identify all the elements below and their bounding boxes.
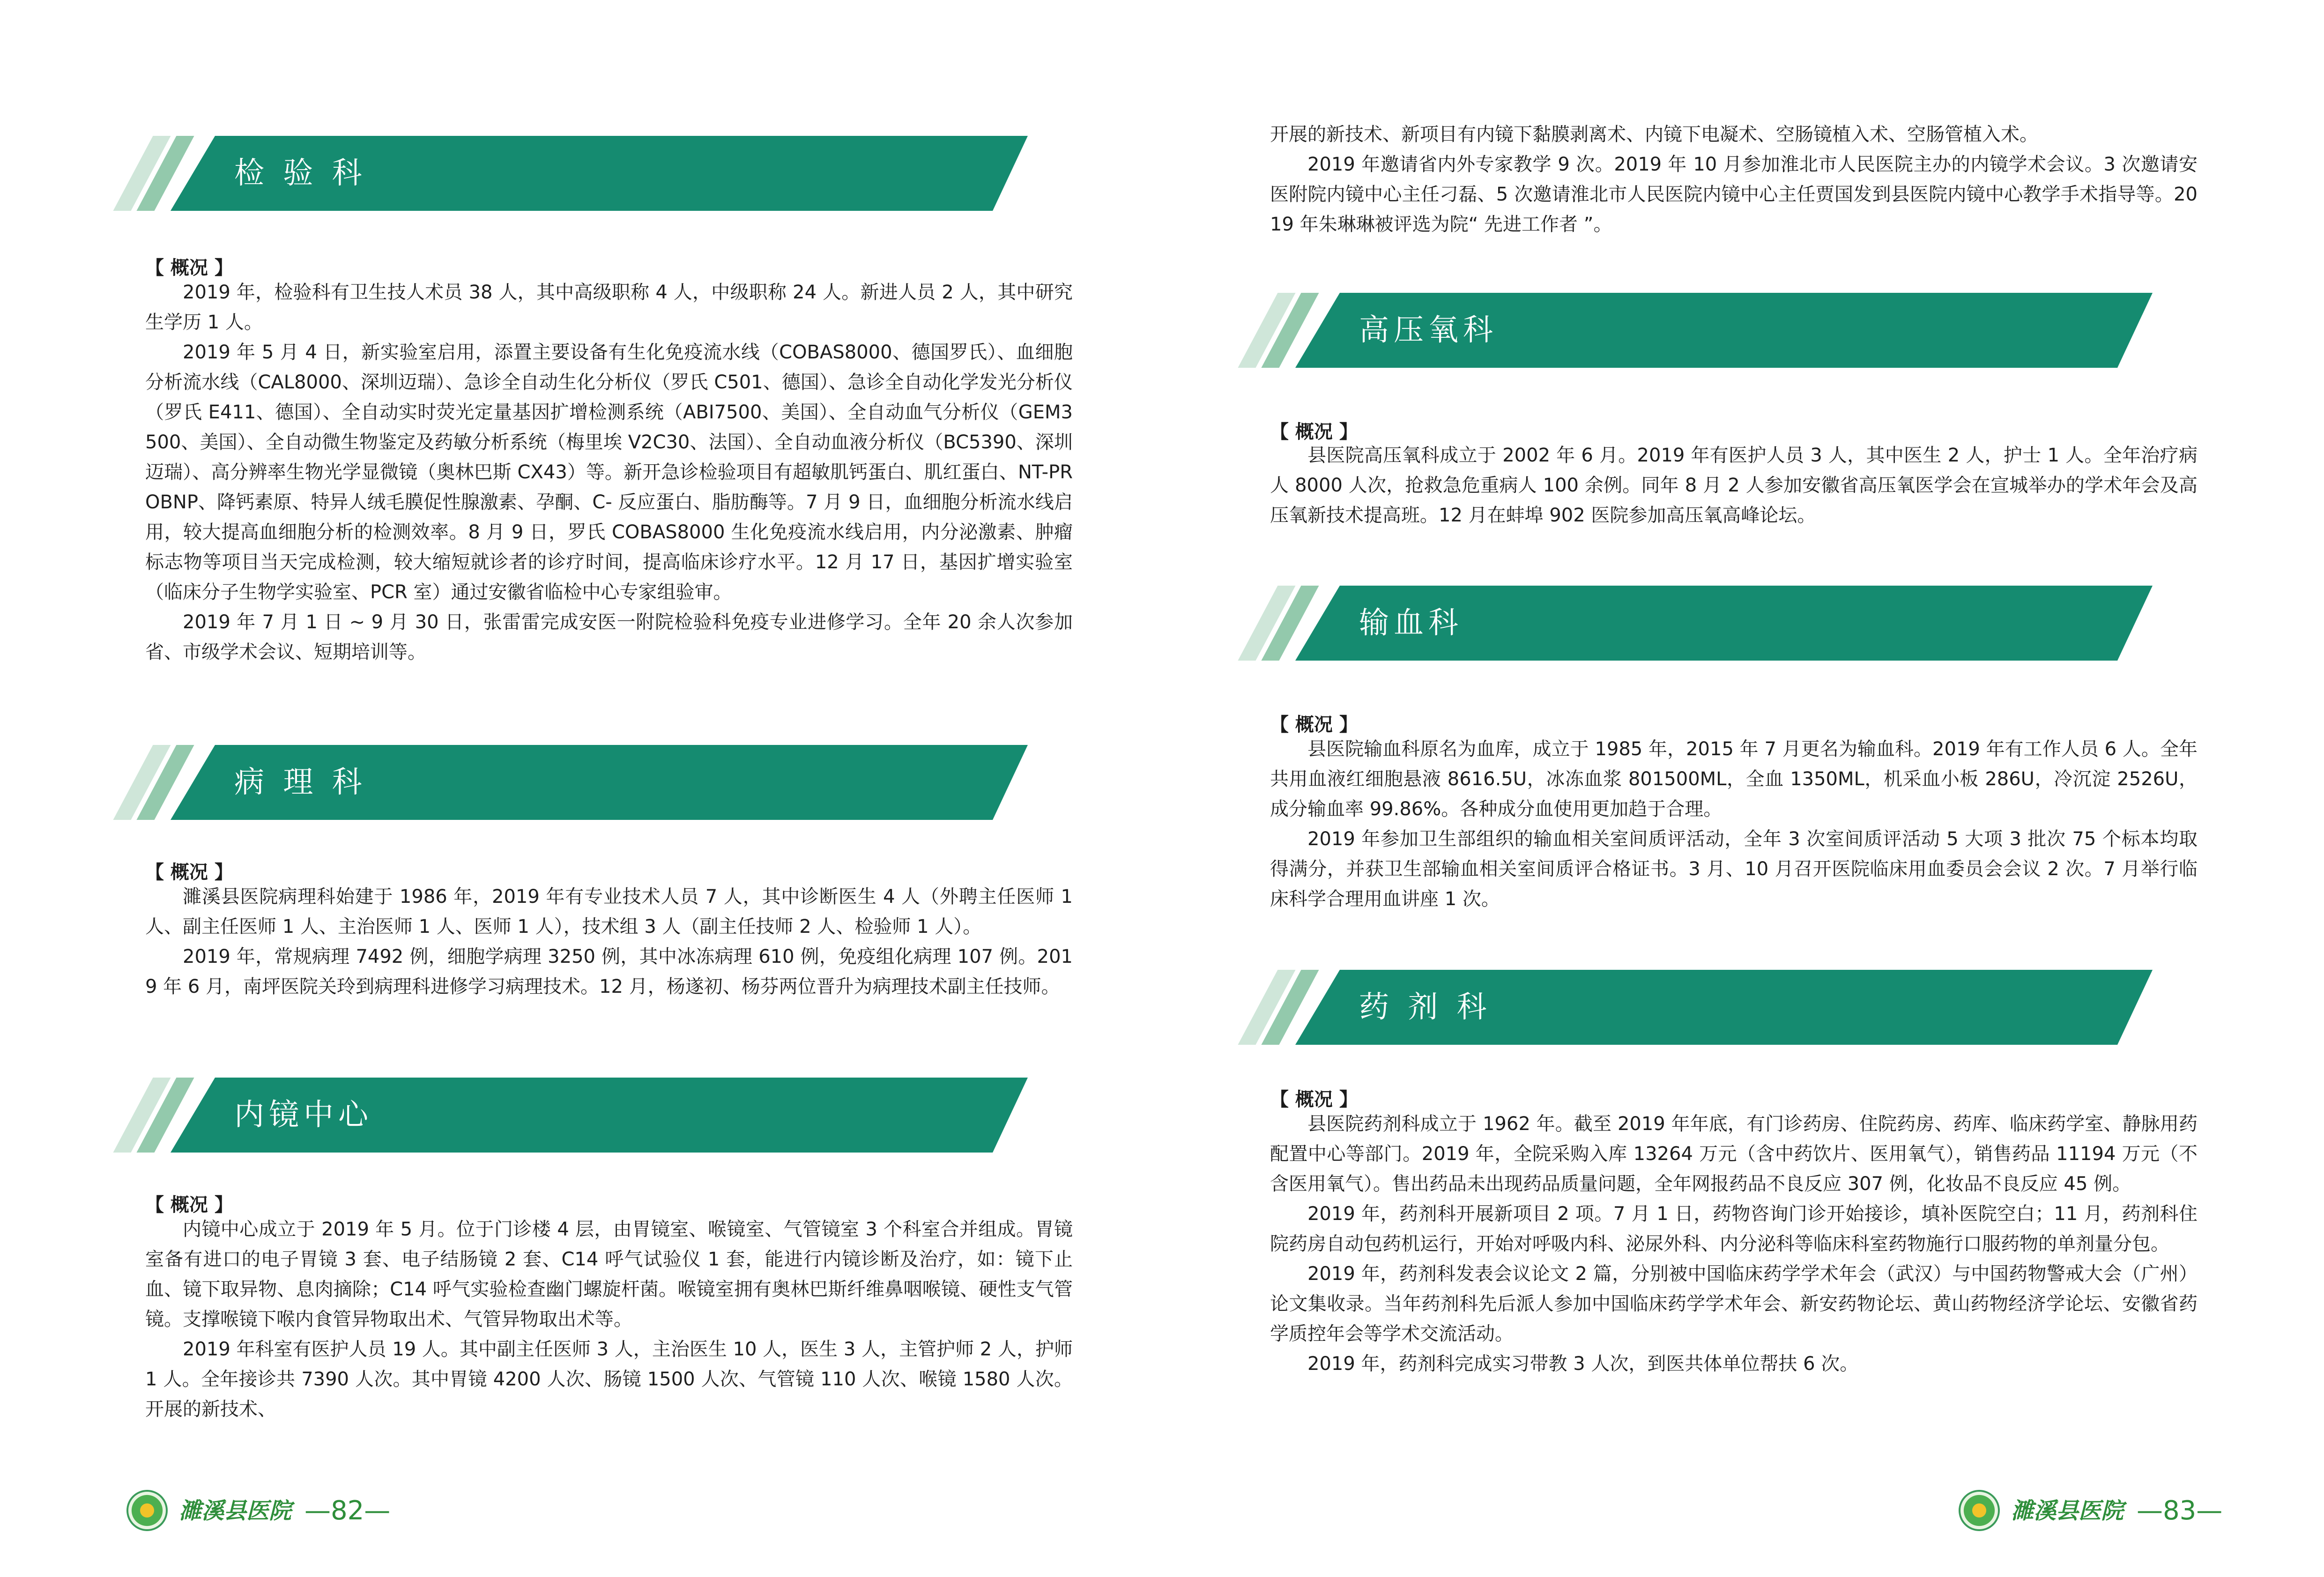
paragraph: 2019 年科室有医护人员 19 人。其中副主任医师 3 人，主治医生 10 人，医生 3 人，主管护师 2 人，护师 1 人。全年接诊共 7390 人次。其中胃镜 4200 人次、肠镜 1500 人次、气管镜 110 人次、喉镜 1580 人次。开展的新技术、 — [145, 1339, 1073, 1420]
paragraph: 县医院输血科原名为血库，成立于 1985 年，2015 年 7 月更名为输血科。2019 年有工作人员 6 人。全年共用血液红细胞悬液 8616.5U，冰冻血浆 801500ML，全血 1350ML，机采血小板 286U，冷沉淀 2526U，成分输血率 99.86%。各种成分血使用更加趋于合理。 — [1270, 738, 2198, 820]
paragraph: 开展的新技术、新项目有内镜下黏膜剥离术、内镜下电凝术、空肠镜植入术、空肠管植入术。 — [1270, 124, 2038, 145]
paragraph: 2019 年参加卫生部组织的输血相关室间质评活动，全年 3 次室间质评活动 5 大项 3 批次 75 个标本均取得满分，并获卫生部输血相关室间质评合格证书。3 月、10 月召开医院临床用血委员会会议 2 次。7 月举行临床科学合理用血讲座 1 次。 — [1270, 828, 2198, 910]
paragraph: 2019 年，检验科有卫生技人术员 38 人，其中高级职称 4 人，中级职称 24 人。新进人员 2 人，其中研究生学历 1 人。 — [145, 282, 1073, 333]
section-label: 【 概况 】 — [1270, 714, 1358, 736]
section-label: 【 概况 】 — [145, 862, 233, 883]
section-title: 高压氧科 — [1359, 313, 1498, 348]
hospital-logo-icon — [126, 1490, 168, 1531]
section-title: 药 剂 科 — [1359, 990, 1492, 1025]
page-number: —83— — [2137, 1495, 2223, 1526]
section-body — [1270, 440, 2198, 530]
paragraph: 2019 年邀请省内外专家教学 9 次。2019 年 10 月参加淮北市人民医院主办的内镜学术会议。3 次邀请安医附院内镜中心主任刁磊、5 次邀请淮北市人民医院内镜中心主任贾国发到县医院内镜中心教学手术指导等。2019 年朱琳琳被评选为院“ 先进工作者 ”。 — [1270, 154, 2198, 235]
section-label: 【 概况 】 — [145, 1194, 233, 1216]
page-footer — [1959, 1485, 2287, 1537]
paragraph: 县医院高压氧科成立于 2002 年 6 月。2019 年有医护人员 3 人，其中医生 2 人，护士 1 人。全年治疗病人 8000 人次，抢救急危重病人 100 余例。同年 8 月 2 人参加安徽省高压氧医学会在宣城举办的学术年会及高压氧新技术提高班。12 月在蚌埠 902 医院参加高压氧高峰论坛。 — [1270, 445, 2198, 526]
section-body — [1270, 1109, 2198, 1379]
section-label: 【 概况 】 — [1270, 1089, 1358, 1110]
hospital-logo-icon — [1959, 1490, 2000, 1531]
section-body — [145, 882, 1073, 1002]
section-body — [1270, 734, 2198, 914]
section-banner — [1251, 970, 2188, 1045]
page-number: —82— — [304, 1495, 391, 1526]
paragraph: 2019 年，药剂科发表会议论文 2 篇，分别被中国临床药学学术年会（武汉）与中国药物警戒大会（广州）论文集收录。当年药剂科先后派人参加中国临床药学学术年会、新安药物论坛、黄山药物经济学论坛、安徽省药学质控年会等学术交流活动。 — [1270, 1263, 2198, 1345]
section-body — [145, 1214, 1073, 1424]
paragraph: 2019 年 7 月 1 日 ~ 9 月 30 日，张雷雷完成安医一附院检验科免疫专业进修学习。全年 20 余人次参加省、市级学术会议、短期培训等。 — [145, 611, 1073, 663]
paragraph: 内镜中心成立于 2019 年 5 月。位于门诊楼 4 层，由胃镜室、喉镜室、气管镜室 3 个科室合并组成。胃镜室备有进口的电子胃镜 3 套、电子结肠镜 2 套、C14 呼气试验仪 1 套，能进行内镜诊断及治疗，如：镜下止血、镜下取异物、息肉摘除；C14 呼气实验检查幽门螺旋杆菌。喉镜室拥有奥林巴斯纤维鼻咽喉镜、硬性支气管镜。支撑喉镜下喉内食管异物取出术、气管异物取出术等。 — [145, 1219, 1073, 1330]
continuation-body — [1270, 119, 2198, 239]
paragraph: 2019 年 5 月 4 日，新实验室启用，添置主要设备有生化免疫流水线（COBAS8000、德国罗氏）、血细胞分析流水线（CAL8000、深圳迈瑞）、急诊全自动生化分析仪（罗氏 C501、德国）、急诊全自动化学发光分析仪（罗氏 E411、德国）、全自动实时荧光定量基因扩增检测系统（ABI7500、美国）、全自动血气分析仪（GEM3500、美国）、全自动微生物鉴定及药敏分析系统（梅里埃 V2C30、法国）、全自动血液分析仪（BC5390、深圳迈瑞）、高分辨率生物光学显微镜（奥林巴斯 CX43）等。新开急诊检验项目有超敏肌钙蛋白、肌红蛋白、NT-PROBNP、降钙素原、特异人绒毛膜促性腺激素、孕酮、C- 反应蛋白、脂肪酶等。7 月 9 日，血细胞分析流水线启用，较大提高血细胞分析的检测效率。8 月 9 日，罗氏 COBAS8000 生化免疫流水线启用，内分泌激素、肿瘤标志物等项目当天完成检测，较大缩短就诊者的诊疗时间，提高临床诊疗水平。12 月 17 日，基因扩增实验室（临床分子生物学实验室、PCR 室）通过安徽省临检中心专家组验审。 — [145, 342, 1073, 603]
section-title: 病 理 科 — [234, 765, 367, 800]
section-banner — [1251, 586, 2188, 661]
paragraph: 濉溪县医院病理科始建于 1986 年，2019 年有专业技术人员 7 人，其中诊断医生 4 人（外聘主任医师 1 人、副主任医师 1 人、主治医师 1 人、医师 1 人），技术组 3 人（副主任技师 2 人、检验师 1 人）。 — [145, 886, 1073, 937]
paragraph: 2019 年，药剂科完成实习带教 3 人次，到医共体单位帮扶 6 次。 — [1307, 1353, 1859, 1375]
section-banner — [126, 1078, 1063, 1153]
section-banner — [126, 745, 1063, 820]
section-body — [145, 277, 1073, 667]
paragraph: 县医院药剂科成立于 1962 年。截至 2019 年年底，有门诊药房、住院药房、药库、临床药学室、静脉用药配置中心等部门。2019 年，全院采购入库 13264 万元（含中药饮片、医用氧气），销售药品 11194 万元（不含医用氧气）。售出药品未出现药品质量问题，全年网报药品不良反应 307 例，化妆品不良反应 45 例。 — [1270, 1113, 2198, 1195]
section-title: 检 验 科 — [234, 156, 367, 191]
section-label: 【 概况 】 — [1270, 421, 1358, 443]
section-banner — [126, 136, 1063, 211]
paragraph: 2019 年，常规病理 7492 例，细胞学病理 3250 例，其中冰冻病理 610 例，免疫组化病理 107 例。2019 年 6 月，南坪医院关玲到病理科进修学习病理技术。12 月，杨遂初、杨芬两位晋升为病理技术副主任技师。 — [145, 946, 1073, 997]
hospital-name: 濉溪县医院 — [179, 1498, 292, 1524]
section-title: 输血科 — [1359, 606, 1463, 640]
section-banner — [1251, 293, 2188, 368]
right-page — [1162, 0, 2324, 1577]
section-title: 内镜中心 — [234, 1098, 373, 1132]
page-footer — [126, 1485, 454, 1537]
hospital-name: 濉溪县医院 — [2011, 1498, 2124, 1524]
section-label: 【 概况 】 — [145, 257, 233, 279]
paragraph: 2019 年，药剂科开展新项目 2 项。7 月 1 日，药物咨询门诊开始接诊，填补医院空白；11 月，药剂科住院药房自动包药机运行，开始对呼吸内科、泌尿外科、内分泌科等临床科室药物施行口服药物的单剂量分包。 — [1270, 1203, 2198, 1255]
